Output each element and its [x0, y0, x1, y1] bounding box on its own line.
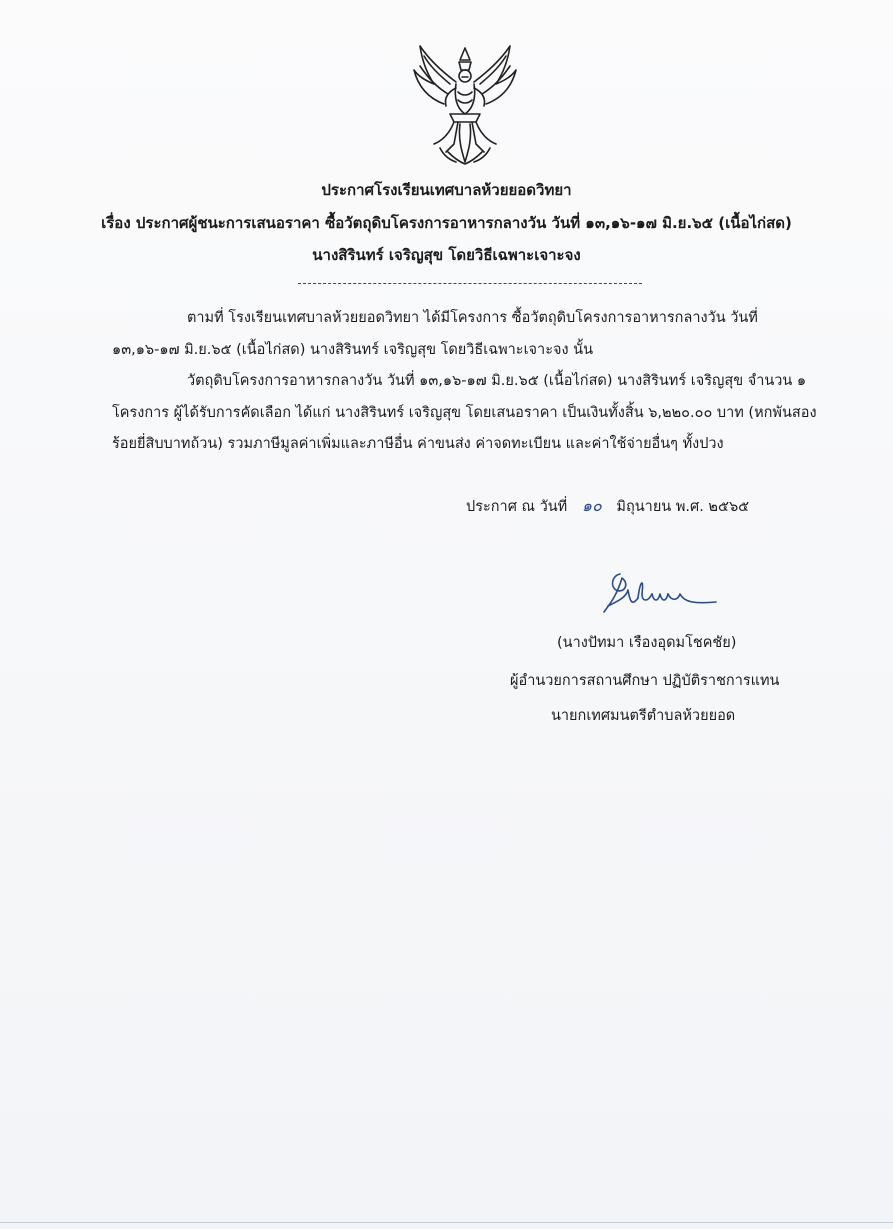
announce-month-year: มิถุนายน พ.ศ. ๒๕๖๕	[616, 499, 750, 515]
paragraph-2-line-1: วัตถุดิบโครงการอาหารกลางวัน วันที่ ๑๓,๑๖-๑๗ มิ.ย.๖๕ (เนื้อไก่สด) นางสิรินทร์ เจริญสุข จำนวน ๑	[187, 373, 807, 389]
bottom-rule	[0, 1222, 893, 1223]
garuda-emblem-icon	[410, 40, 520, 170]
signer-position-2: นายกเทศมนตรีตำบลห้วยยอด	[551, 708, 736, 724]
signer-position: ผู้อำนวยการสถานศึกษา ปฏิบัติราชการแทน	[510, 673, 780, 689]
signature-icon	[598, 568, 728, 618]
paragraph-1-line-1: ตามที่ โรงเรียนเทศบาลห้วยยอดวิทยา ได้มีโครงการ ซื้อวัตถุดิบโครงการอาหารกลางวัน วันที่	[187, 310, 758, 326]
paragraph-1-line-2: ๑๓,๑๖-๑๗ มิ.ย.๖๕ (เนื้อไก่สด) นางสิรินทร์ เจริญสุข โดยวิธีเฉพาะเจาะจง นั้น	[112, 342, 593, 358]
paragraph-2-line-2: โครงการ ผู้ได้รับการคัดเลือก ได้แก่ นางสิรินทร์ เจริญสุข โดยเสนอราคา เป็นเงินทั้งสิ้น ๖,๒๒๐.๐๐ บาท (หกพันสอง	[112, 405, 817, 421]
document-subject-continued: นางสิรินทร์ เจริญสุข โดยวิธีเฉพาะเจาะจง	[312, 246, 581, 264]
announce-date	[466, 494, 749, 519]
header-divider	[298, 283, 642, 284]
document-subject: เรื่อง ประกาศผู้ชนะการเสนอราคา ซื้อวัตถุดิบโครงการอาหารกลางวัน วันที่ ๑๓,๑๖-๑๗ มิ.ย.๖๕ (เนื้อไก่สด)	[101, 214, 792, 232]
paragraph-2-line-3: ร้อยยี่สิบบาทถ้วน) รวมภาษีมูลค่าเพิ่มและภาษีอื่น ค่าขนส่ง ค่าจดทะเบียน และค่าใช้จ่ายอื่นๆ ทั้งปวง	[112, 436, 724, 452]
announce-prefix: ประกาศ ณ วันที่	[466, 499, 568, 515]
signer-name: (นางปัทมา เรืองอุดมโชคชัย)	[557, 635, 737, 651]
announce-day-handwritten: ๑๐	[581, 496, 602, 515]
document-title: ประกาศโรงเรียนเทศบาลห้วยยอดวิทยา	[321, 181, 572, 199]
